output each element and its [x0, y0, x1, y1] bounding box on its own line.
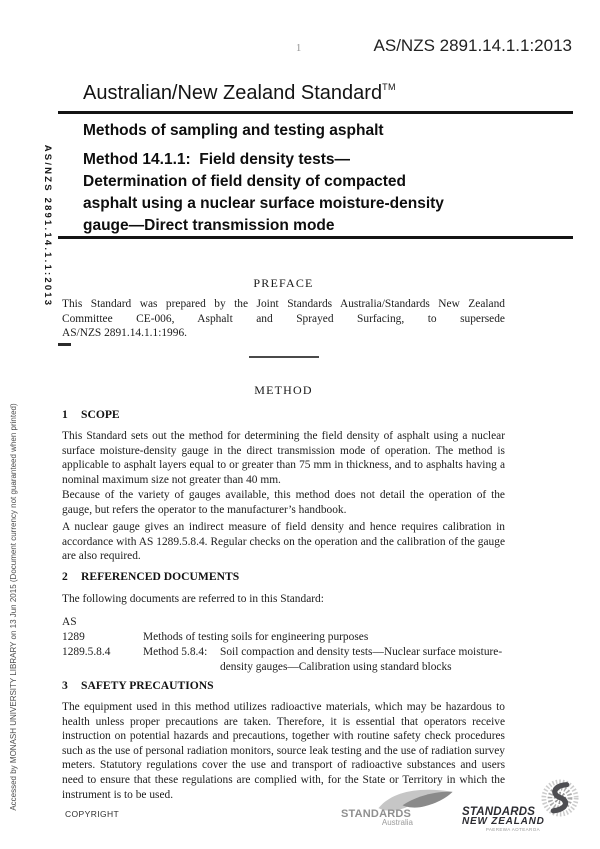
preface-line: This Standard was prepared by the Joint Standards Australia/Standards New Zealand [62, 298, 505, 310]
reference-title: Methods of testing soils for engineering purposes [143, 631, 369, 643]
section-title: SCOPE [81, 408, 120, 421]
section-number: 1 [62, 408, 68, 421]
section-heading-safety-precautions [62, 679, 505, 694]
standard-type-text: Australian/New Zealand Standard [83, 82, 383, 104]
preface-line: Committee CE-006, Asphalt and Sprayed Surfacing, to supersede [62, 312, 505, 325]
subtitle-line: Determination of field density of compacted [83, 173, 406, 190]
subtitle-line: asphalt using a nuclear surface moisture-density [83, 195, 444, 212]
section-number: 3 [62, 679, 68, 692]
reference-method: Method 5.8.4: [143, 646, 208, 658]
method-heading: METHOD [254, 383, 313, 397]
reference-title: Soil compaction and density tests—Nuclear surface moisture-density gauges—Calibration using standard blocks [220, 646, 503, 673]
sidebar-access-note: Accessed by MONASH UNIVERSITY LIBRARY on 13 Jun 2015 (Document currency not guaranteed when printed) [9, 403, 18, 811]
section-heading-referenced-documents [62, 570, 505, 585]
preface-paragraph [62, 297, 505, 341]
section-divider-rule [249, 356, 319, 358]
safety-paragraph: The equipment used in this method utilizes radioactive materials, which may be hazardous to health unless proper precautions are taken. Therefore, it is essential that operators receive instruction on potential hazards and precautions, together with routine safety check procedures such as the use of personal radiation monitors, source leak testing and the use of radiation survey meters. Statutory regulations cover the use and transport of radioactive substances and users need to ensure that these regulations are complied with, for the State or Territory in which the instrument is to be used. [62, 701, 505, 801]
header-doc-number: AS/NZS 2891.14.1.1:2013 [373, 36, 572, 55]
standards-australia-wordmark: STANDARDS [341, 808, 412, 820]
reference-item [62, 630, 505, 645]
references-intro: The following documents are referred to in this Standard: [62, 593, 324, 605]
document-title: Methods of sampling and testing asphalt [83, 122, 384, 139]
section-title: REFERENCED DOCUMENTS [81, 570, 240, 583]
subtitle-line: gauge—Direct transmission mode [83, 217, 335, 234]
page-number: 1 [296, 43, 302, 54]
registration-tick-mark [58, 343, 71, 346]
references-org: AS [62, 616, 77, 628]
document-subtitle [83, 149, 444, 237]
sidebar-doc-number-vertical: AS/NZS 2891.14.1.1:2013 [42, 144, 53, 308]
scope-paragraph-2: Because of the variety of gauges available, this method does not detail the operation of the gauge, but refers the operator to the manufacturer’s handbook. [62, 489, 505, 516]
preface-heading: PREFACE [253, 276, 314, 290]
reference-item [62, 645, 505, 674]
standards-australia-region: Australia [381, 818, 413, 827]
section-title: SAFETY PRECAUTIONS [81, 679, 214, 692]
preface-line: AS/NZS 2891.14.1.1:1996. [62, 327, 187, 340]
masthead-bottom-rule [58, 236, 573, 239]
standards-nz-region: NEW ZEALAND [462, 816, 545, 827]
reference-code: 1289.5.8.4 [62, 646, 111, 658]
standard-type-title [83, 82, 396, 105]
section-number: 2 [62, 570, 68, 583]
scope-paragraph-3: A nuclear gauge gives an indirect measure of field density and hence requires calibration in accordance with AS 1289.5.8.4. Regular checks on the operation and the calibration of the gauge are also required. [62, 521, 505, 563]
standards-nz-tagline: PAEREWA AOTEAROA [485, 827, 540, 832]
masthead-top-rule [58, 111, 573, 114]
copyright-label: COPYRIGHT [65, 809, 120, 819]
section-heading-scope [62, 408, 505, 423]
standards-nz-wordmark: STANDARDS [462, 806, 536, 818]
trademark-superscript: TM [382, 82, 397, 92]
reference-code: 1289 [62, 631, 85, 643]
standards-nz-fern-icon [541, 779, 579, 822]
subtitle-line: Method 14.1.1: Field density tests— [83, 151, 351, 168]
scope-paragraph-1: This Standard sets out the method for determining the field density of asphalt using a nuclear surface moisture-density gauge in the direct transmission mode of operation. The method is applicable to asphalt layers equal to or greater than 75 mm in thickness, and to asphalts having a nominal maximum size not greater than 40 mm. [62, 430, 505, 486]
